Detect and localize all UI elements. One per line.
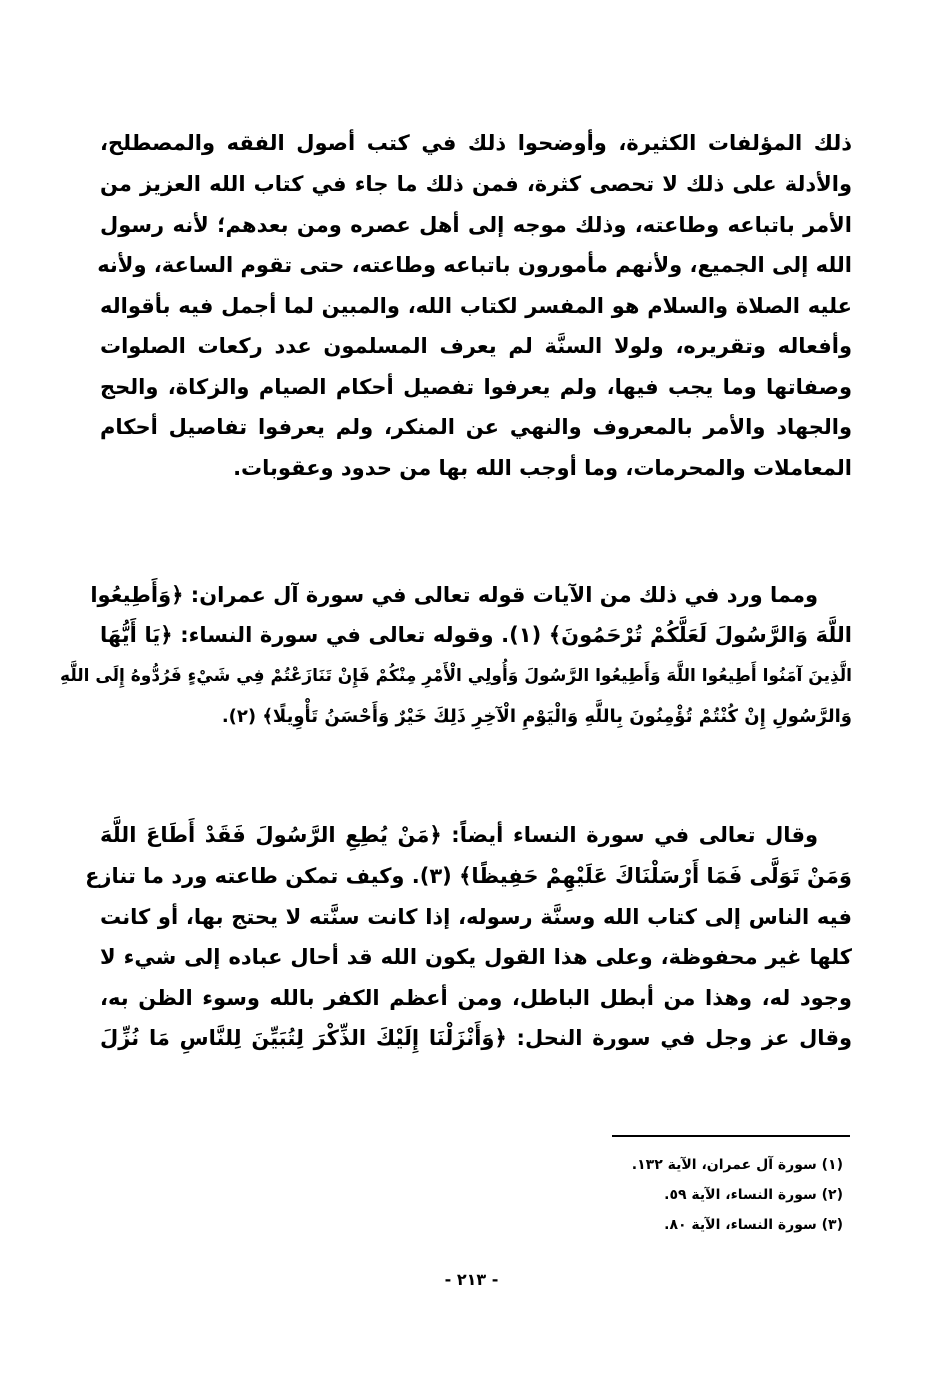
text-line: الأمر باتباعه وطاعته، وذلك موجه إلى أهل عصره ومن بعدهم؛ لأنه رسول	[100, 213, 852, 237]
text-line: المعاملات والمحرمات، وما أوجب الله بها من حدود وعقوبات.	[233, 456, 852, 480]
text-line: عليه الصلاة والسلام هو المفسر لكتاب الله، والمبين لما أجمل فيه بأقواله	[100, 294, 852, 318]
quran-line: اللَّهَ وَالرَّسُولَ لَعَلَّكُمْ تُرْحَمُونَ﴾ (١). وقوله تعالى في سورة النساء: ﴿يَا أَيُّهَا	[100, 623, 852, 647]
footnote: (١) سورة آل عمران، الآية ١٣٢.	[631, 1157, 843, 1173]
footnote: (٣) سورة النساء، الآية ٨٠.	[664, 1217, 843, 1233]
page-number: - ٢١٣ -	[444, 1270, 499, 1289]
text-line: كلها غير محفوظة، وعلى هذا القول يكون الله قد أحال عباده إلى شيء لا	[100, 945, 852, 969]
text-line: وَمَنْ تَوَلَّى فَمَا أَرْسَلْنَاكَ عَلَيْهِمْ حَفِيظًا﴾ (٣). وكيف تمكن طاعته ورد ما تنازع	[85, 864, 852, 888]
text-line: وصفاتها وما يجب فيها، ولم يعرفوا تفصيل أحكام الصيام والزكاة، والحج	[100, 375, 852, 399]
text-line: فيه الناس إلى كتاب الله وسنَّة رسوله، إذا كانت سنَّته لا يحتج بها، أو كانت	[100, 905, 852, 929]
footnote: (٢) سورة النساء، الآية ٥٩.	[664, 1187, 843, 1203]
text-line: والجهاد والأمر بالمعروف والنهي عن المنكر، ولم يعرفوا تفاصيل أحكام	[100, 415, 852, 439]
text-line: وجود له، وهذا من أبطل الباطل، ومن أعظم الكفر بالله وسوء الظن به،	[100, 986, 852, 1010]
footnote-divider	[612, 1135, 850, 1137]
quran-line: الَّذِينَ آمَنُوا أَطِيعُوا اللَّهَ وَأَطِيعُوا الرَّسُولَ وَأُولِي الْأَمْرِ مِنْكُمْ فَإِنْ تَنَازَعْتُمْ فِي شَيْءٍ فَرُدُّوهُ إِلَى اللَّهِ	[60, 666, 852, 686]
text-line: ومما ورد في ذلك من الآيات قوله تعالى في سورة آل عمران: ﴿وَأَطِيعُوا	[90, 583, 818, 607]
text-line: ذلك المؤلفات الكثيرة، وأوضحوا ذلك في كتب أصول الفقه والمصطلح،	[100, 131, 852, 155]
text-line: الله إلى الجميع، ولأنهم مأمورون باتباعه وطاعته، حتى تقوم الساعة، ولأنه	[97, 253, 852, 277]
text-line: والأدلة على ذلك لا تحصى كثرة، فمن ذلك ما جاء في كتاب الله العزيز من	[100, 172, 852, 196]
text-line: وأفعاله وتقريره، ولولا السنَّة لم يعرف المسلمون عدد ركعات الصلوات	[100, 334, 852, 358]
text-line: وقال تعالى في سورة النساء أيضاً: ﴿مَنْ يُطِعِ الرَّسُولَ فَقَدْ أَطَاعَ اللَّهَ	[100, 823, 818, 847]
text-line: وقال عز وجل في سورة النحل: ﴿وَأَنْزَلْنَا إِلَيْكَ الذِّكْرَ لِتُبَيِّنَ لِلنَّاسِ مَا نُزِّلَ	[100, 1026, 852, 1050]
quran-line: وَالرَّسُولِ إِنْ كُنْتُمْ تُؤْمِنُونَ بِاللَّهِ وَالْيَوْمِ الْآخِرِ ذَلِكَ خَيْرٌ وَأَحْسَنُ تَأْوِيلًا﴾ (٢).	[221, 706, 852, 727]
